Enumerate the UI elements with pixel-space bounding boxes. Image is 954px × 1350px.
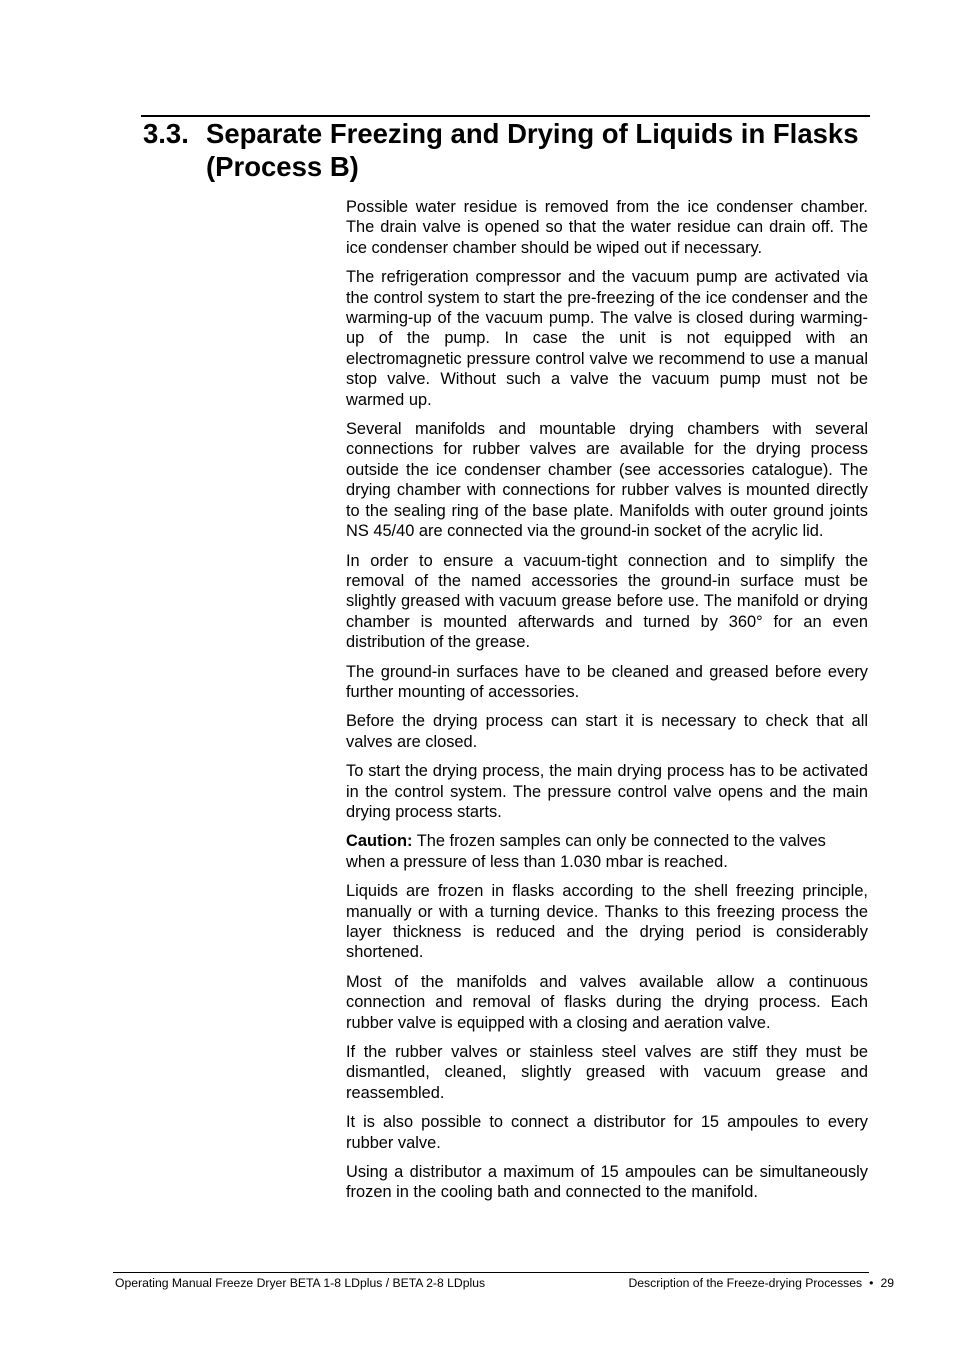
page-number: 29 — [880, 1276, 894, 1290]
paragraph: Several manifolds and mountable drying chambers with several connections for rubber valves are available for the drying process outside the ice condenser chamber (see accessories catalogue). The drying chamber with connections for rubber valves is mounted directly to the sealing ring of the base plate. Manifolds with outer ground joints NS 45/40 are connected via the ground-in socket of the acrylic lid. — [346, 420, 868, 541]
paragraph: The ground-in surfaces have to be cleaned and greased before every further mounting of accessories. — [346, 662, 868, 701]
paragraph: The refrigeration compressor and the vacuum pump are activated via the control system to start the pre-freezing of the ice condenser and the warming-up of the vacuum pump. The valve is closed during warming-up of the pump. In case the unit is not equipped with an electromagnetic pressure control valve we recommend to use a manual stop valve. Without such a valve the vacuum pump must not be warmed up. — [346, 268, 868, 409]
paragraph: It is also possible to connect a distributor for 15 ampoules to every rubber valve. — [346, 1113, 868, 1152]
footer-chapter — [628, 1276, 894, 1291]
section-heading — [143, 117, 870, 183]
paragraph: Before the drying process can start it is necessary to check that all valves are closed. — [346, 712, 868, 751]
caution-label: Caution: — [346, 832, 413, 851]
footer-rule — [113, 1272, 869, 1273]
caution-note — [346, 831, 868, 872]
footer-bullet: • — [869, 1276, 874, 1290]
paragraph: In order to ensure a vacuum-tight connection and to simplify the removal of the named accessories the ground-in surface must be slightly greased with vacuum grease before use. The manifold or drying chamber is mounted afterwards and turned by 360° for an even distribution of the grease. — [346, 551, 868, 652]
section-number: 3.3. — [143, 118, 189, 149]
footer-chapter-title: Description of the Freeze-drying Processes — [628, 1276, 863, 1290]
paragraph: Using a distributor a maximum of 15 ampoules can be simultaneously frozen in the cooling bath and connected to the manifold. — [346, 1163, 868, 1202]
paragraph: If the rubber valves or stainless steel valves are stiff they must be dismantled, cleaned, slightly greased with vacuum grease and reassembled. — [346, 1043, 868, 1102]
paragraph: Possible water residue is removed from the ice condenser chamber. The drain valve is opened so that the water residue can drain off. The ice condenser chamber should be wiped out if necessary. — [346, 198, 868, 257]
footer-document-title: Operating Manual Freeze Dryer BETA 1-8 LDplus / BETA 2-8 LDplus — [115, 1276, 486, 1290]
paragraph: Liquids are frozen in flasks according to the shell freezing principle, manually or with a turning device. Thanks to this freezing process the layer thickness is reduced and the drying period is considerably shortened. — [346, 882, 868, 962]
paragraph: Most of the manifolds and valves available allow a continuous connection and removal of flasks during the drying process. Each rubber valve is equipped with a closing and aeration valve. — [346, 972, 868, 1032]
caution-text: The frozen samples can only be connected to the valves when a pressure of less than 1.030 mbar is reached. — [346, 832, 826, 871]
body-text — [346, 197, 868, 1212]
section-title: Separate Freezing and Drying of Liquids in Flasks (Process B) — [206, 118, 859, 182]
paragraph: To start the drying process, the main drying process has to be activated in the control system. The pressure control valve opens and the main drying process starts. — [346, 762, 868, 821]
